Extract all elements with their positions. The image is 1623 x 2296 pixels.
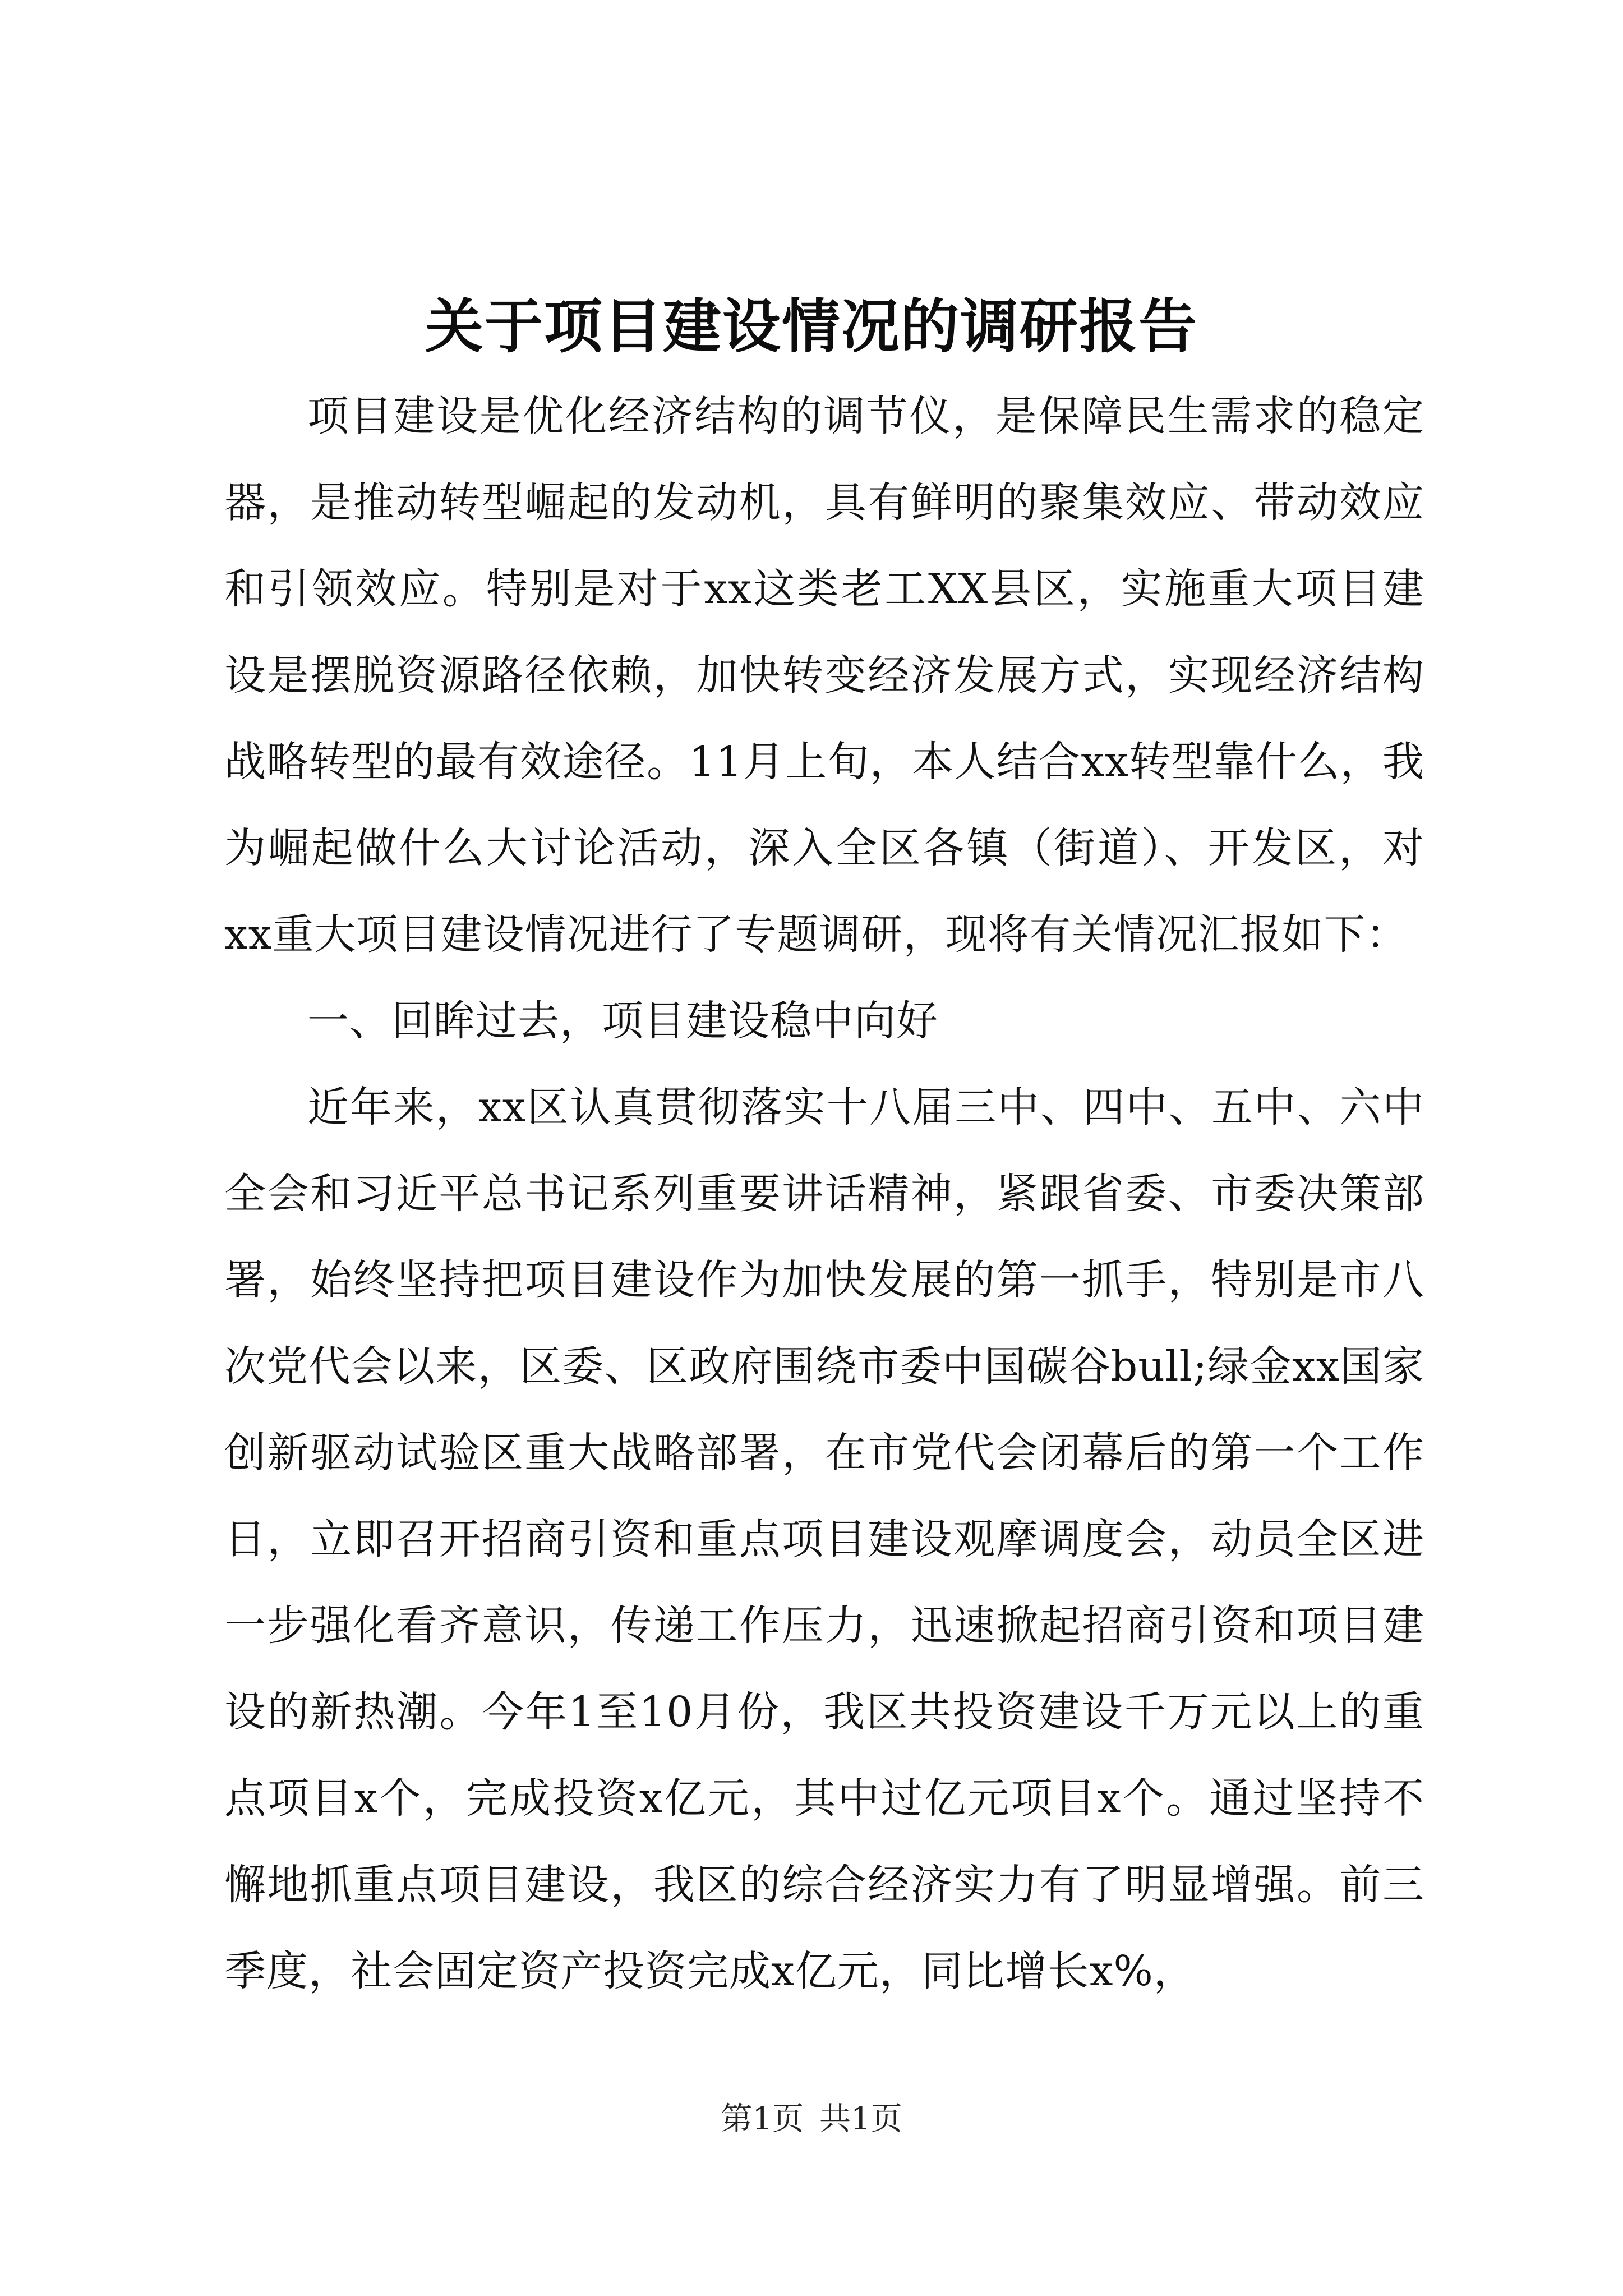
intro-paragraph: 项目建设是优化经济结构的调节仪，是保障民生需求的稳定器，是推动转型崛起的发动机，具有鲜明的聚集效应、带动效应和引领效应。特别是对于xx这类老工XX县区，实施重大项目建设是摆脱资源路径依赖，加快转变经济发展方式，实现经济结构战略转型的最有效途径。11月上旬，本人结合xx转型靠什么，我为崛起做什么大讨论活动，深入全区各镇（街道）、开发区，对xx重大项目建设情况进行了专题调研，现将有关情况汇报如下：	[224, 392, 1424, 959]
page-total: 共1页	[819, 2101, 902, 2137]
section-heading: 一、回眸过去，项目建设稳中向好	[307, 997, 938, 1045]
page-number: 第1页	[721, 2101, 804, 2137]
document-title: 关于项目建设情况的调研报告	[425, 292, 1198, 361]
page-footer	[0, 2097, 1623, 2142]
document-body	[224, 373, 1424, 2014]
body-paragraph: 近年来，xx区认真贯彻落实十八届三中、四中、五中、六中全会和习近平总书记系列重要讲话精神，紧跟省委、市委决策部署，始终坚持把项目建设作为加快发展的第一抓手，特别是市八次党代会以来，区委、区政府围绕市委中国碳谷bull;绿金xx国家创新驱动试验区重大战略部署，在市党代会闭幕后的第一个工作日，立即召开招商引资和重点项目建设观摩调度会，动员全区进一步强化看齐意识，传递工作压力，迅速掀起招商引资和项目建设的新热潮。今年1至10月份，我区共投资建设千万元以上的重点项目x个，完成投资x亿元，其中过亿元项目x个。通过坚持不懈地抓重点项目建设，我区的综合经济实力有了明显增强。前三季度，社会固定资产投资完成x亿元，同比增长x%，	[224, 1083, 1424, 1995]
